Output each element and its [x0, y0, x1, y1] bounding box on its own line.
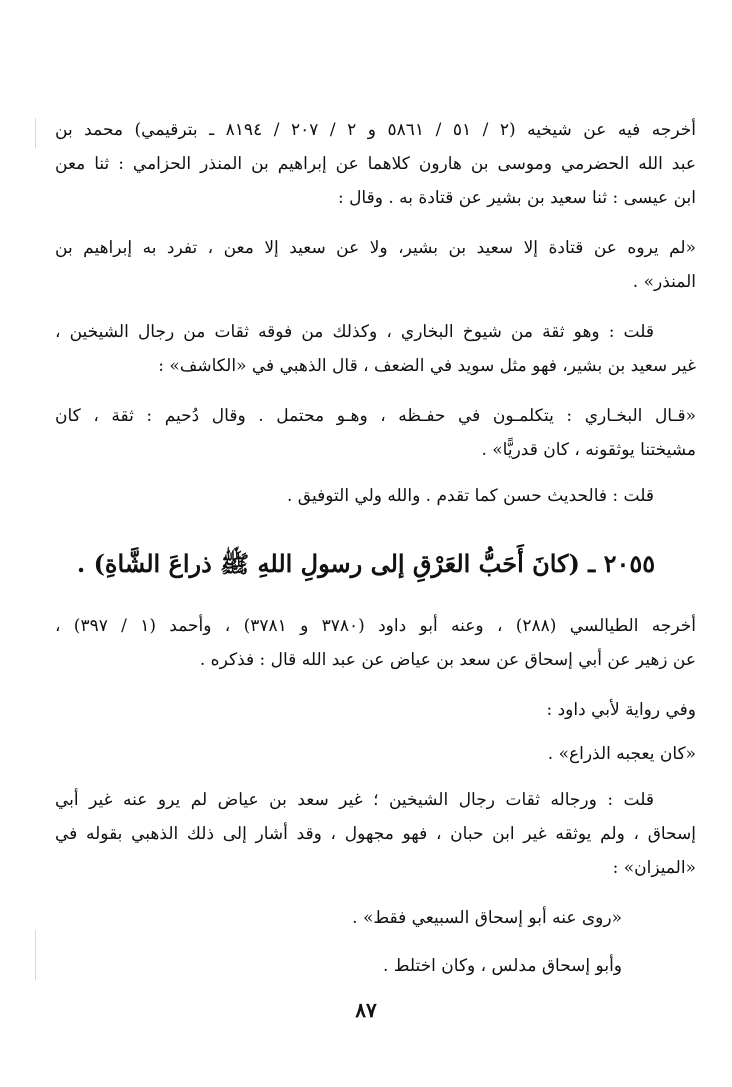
paragraph-6-line-2: إسحاق ، ولم يوثقه غير ابن حبان ، فهو مجهول ، وقد أشار إلى ذلك الذهبي بقوله في: [55, 824, 696, 844]
paragraph-5: وفي رواية لأبي داود :: [546, 700, 696, 720]
quote-1-line-2: المنذر» .: [632, 272, 696, 292]
page-number: ٨٧: [355, 998, 377, 1022]
paragraph-1-line-2: عبد الله الحضرمي وموسى بن هارون كلاهما عن إبراهيم بن المنذر الحزامي : ثنا معن: [55, 154, 696, 174]
quote-1-line-1: «لم يروه عن قتادة إلا سعيد بن بشير، ولا عن سعيد إلا معن ، تفرد به إبراهيم بن: [55, 238, 696, 258]
quote-2-line-1: «قـال البخـاري : يتكلمـون في حفـظه ، وهـو محتمل . وقال دُحيم : ثقة ، كان: [55, 406, 696, 426]
paragraph-1-line-3: ابن عيسى : ثنا سعيد بن بشير عن قتادة به . وقال :: [337, 188, 696, 208]
paragraph-4-line-2: عن زهير عن أبي إسحاق عن سعد بن عياض عن عبد الله قال : فذكره .: [199, 650, 696, 670]
paragraph-4-line-1: أخرجه الطيالسي (٢٨٨) ، وعنه أبو داود (٣٧٨٠ و ٣٧٨١) ، وأحمد (١ / ٣٩٧) ،: [55, 616, 696, 636]
paragraph-1-line-1: أخرجه فيه عن شيخيه (٢ / ٥١ / ٥٨٦١ و ٢ / ٢٠٧ / ٨١٩٤ ـ بترقيمي) محمد بن: [55, 120, 696, 140]
quote-4: «روى عنه أبو إسحاق السبيعي فقط» .: [352, 908, 622, 928]
quote-3: «كان يعجبه الذراع» .: [547, 744, 696, 764]
paragraph-7: وأبو إسحاق مدلس ، وكان اختلط .: [382, 956, 622, 976]
paragraph-2-line-1: قلت : وهو ثقة من شيوخ البخاري ، وكذلك من فوقه ثقات من رجال الشيخين ،: [55, 322, 655, 342]
paragraph-3: قلت : فالحديث حسن كما تقدم . والله ولي التوفيق .: [287, 486, 654, 506]
paragraph-2-line-2: غير سعيد بن بشير، فهو مثل سويد في الضعف ، قال الذهبي في «الكاشف» :: [158, 356, 696, 376]
margin-mark: [35, 118, 36, 148]
hadith-heading: ٢٠٥٥ ـ (كانَ أَحَبُّ العَرْقِ إلى رسولِ اللهِ ﷺ ذراعَ الشَّاةِ) .: [76, 549, 656, 578]
paragraph-6-line-3: «الميزان» :: [612, 858, 696, 878]
margin-mark: [35, 930, 36, 980]
paragraph-6-line-1: قلت : ورجاله ثقات رجال الشيخين ؛ غير سعد بن عياض لم يرو عنه غير أبي: [55, 790, 654, 810]
quote-2-line-2: مشيختنا يوثقونه ، كان قدريًّا» .: [481, 440, 696, 460]
